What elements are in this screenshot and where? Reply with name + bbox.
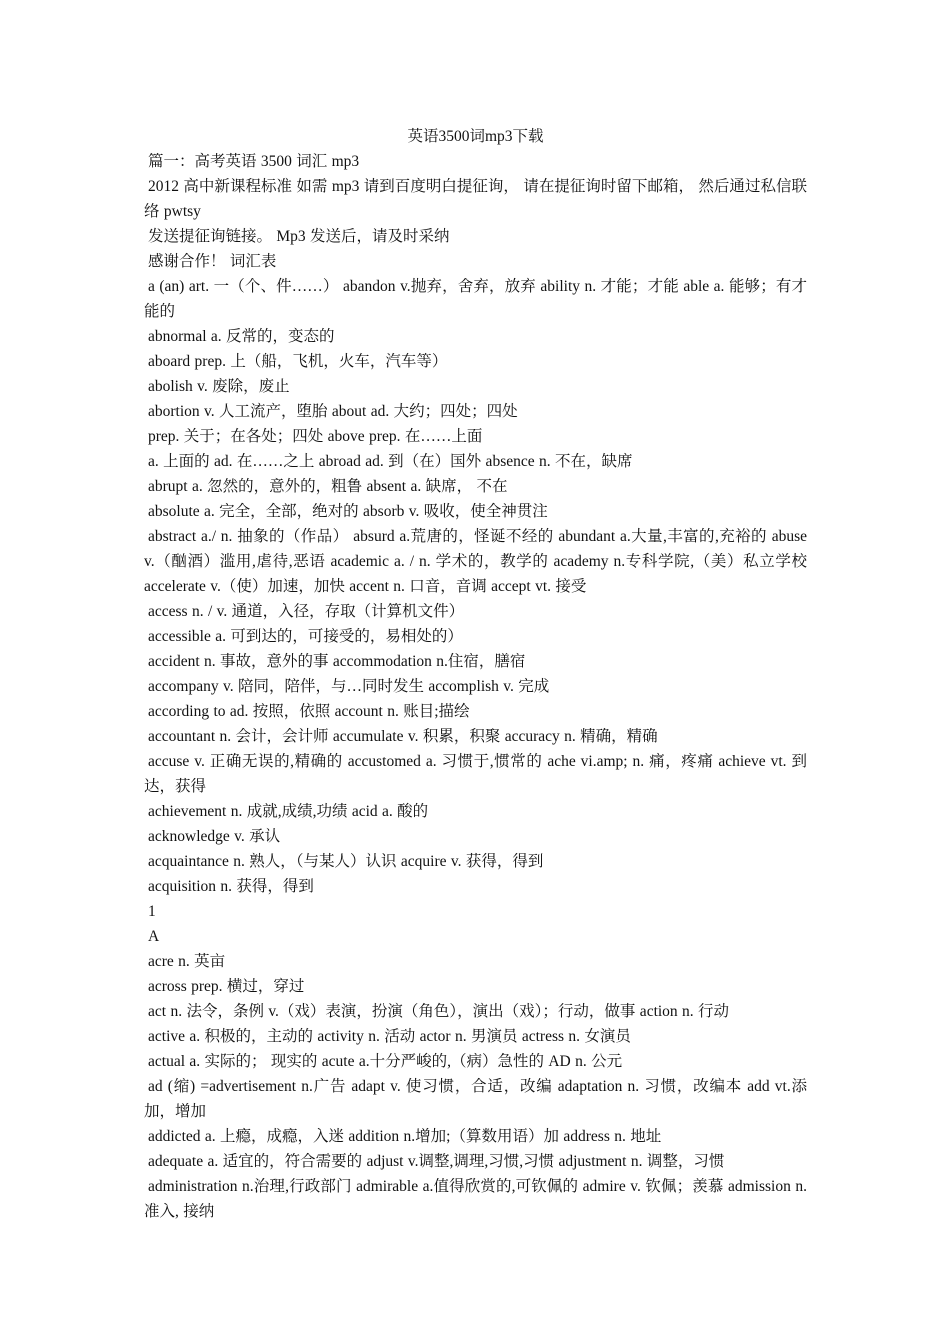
- text-line: acre n. 英亩: [148, 953, 226, 970]
- text-line: acquisition n. 获得，得到: [148, 878, 314, 895]
- text-line: accountant n. 会计，会计师 accumulate v. 积累，积聚 accuracy n. 精确，精确: [148, 728, 658, 745]
- text-line: according to ad. 按照，依照 account n. 账目;描绘: [148, 703, 470, 720]
- text-line: administration n.治理,行政部门 admirable a.值得欣赏的,可钦佩的 admire v. 钦佩；羡慕 admission n. 准入, 接纳: [144, 1178, 807, 1220]
- document-page: [144, 124, 807, 1224]
- text-line: act n. 法令，条例 v.（戏）表演，扮演（角色），演出（戏）；行动，做事 action n. 行动: [148, 1003, 730, 1020]
- text-line: abstract a./ n. 抽象的（作品） absurd a.荒唐的，怪诞不经的 abundant a.大量,丰富的,充裕的 abuse v.（酗酒）滥用,虐待,恶语 academic a. / n. 学术的，教学的 academy n.专科学院,（美）私立学校 accelerate v.（使）加速，加快 accent n. 口音，音调 accept vt. 接受: [144, 528, 807, 595]
- text-line: actual a. 实际的； 现实的 acute a.十分严峻的,（病）急性的 AD n. 公元: [148, 1053, 623, 1070]
- text-line: access n. / v. 通道，入径，存取（计算机文件）: [148, 603, 465, 620]
- text-line: a. 上面的 ad. 在……之上 abroad ad. 到（在）国外 absence n. 不在，缺席: [148, 453, 633, 470]
- text-line: 感谢合作！ 词汇表: [148, 253, 277, 270]
- text-line: 2012 高中新课程标准 如需 mp3 请到百度明白提征询， 请在提征询时留下邮箱， 然后通过私信联络 pwtsy: [144, 178, 807, 220]
- text-line: aboard prep. 上（船，飞机，火车，汽车等）: [148, 353, 448, 370]
- text-line: abortion v. 人工流产，堕胎 about ad. 大约；四处；四处: [148, 403, 518, 420]
- document-title: 英语3500词mp3下载: [407, 128, 544, 145]
- text-line: 篇一：高考英语 3500 词汇 mp3: [148, 153, 360, 170]
- text-line: a (an) art. 一（个、件……） abandon v.抛弃，舍弃，放弃 ability n. 才能；才能 able a. 能够；有才能的: [144, 278, 807, 320]
- text-line: across prep. 横过，穿过: [148, 978, 305, 995]
- text-line: active a. 积极的，主动的 activity n. 活动 actor n. 男演员 actress n. 女演员: [148, 1028, 631, 1045]
- text-line: accessible a. 可到达的，可接受的，易相处的）: [148, 628, 463, 645]
- text-line: abnormal a. 反常的，变态的: [148, 328, 335, 345]
- text-line: acquaintance n. 熟人，（与某人）认识 acquire v. 获得，得到: [148, 853, 544, 870]
- text-line: addicted a. 上瘾，成瘾，入迷 addition n.增加;（算数用语）加 address n. 地址: [148, 1128, 662, 1145]
- text-line: accuse v. 正确无误的,精确的 accustomed a. 习惯于,惯常的 ache vi.amp; n. 痛，疼痛 achieve vt. 到达，获得: [144, 753, 807, 795]
- text-line: prep. 关于；在各处；四处 above prep. 在……上面: [148, 428, 483, 445]
- text-line: 发送提征询链接。 Mp3 发送后，请及时采纳: [148, 228, 450, 245]
- text-line: abrupt a. 忽然的，意外的，粗鲁 absent a. 缺席， 不在: [148, 478, 508, 495]
- text-line: adequate a. 适宜的，符合需要的 adjust v.调整,调理,习惯,习惯 adjustment n. 调整，习惯: [148, 1153, 725, 1170]
- text-line: absolute a. 完全，全部，绝对的 absorb v. 吸收，使全神贯注: [148, 503, 548, 520]
- text-line: ad (缩) =advertisement n.广告 adapt v. 使习惯，合适，改编 adaptation n. 习惯，改编本 add vt.添加，增加: [144, 1078, 807, 1120]
- text-line: accompany v. 陪同，陪伴，与…同时发生 accomplish v. 完成: [148, 678, 550, 695]
- section-letter: A: [148, 928, 160, 945]
- text-line: acknowledge v. 承认: [148, 828, 281, 845]
- page-number: 1: [148, 903, 156, 920]
- text-line: abolish v. 废除，废止: [148, 378, 290, 395]
- text-line: achievement n. 成就,成绩,功绩 acid a. 酸的: [148, 803, 429, 820]
- text-line: accident n. 事故，意外的事 accommodation n.住宿，膳宿: [148, 653, 526, 670]
